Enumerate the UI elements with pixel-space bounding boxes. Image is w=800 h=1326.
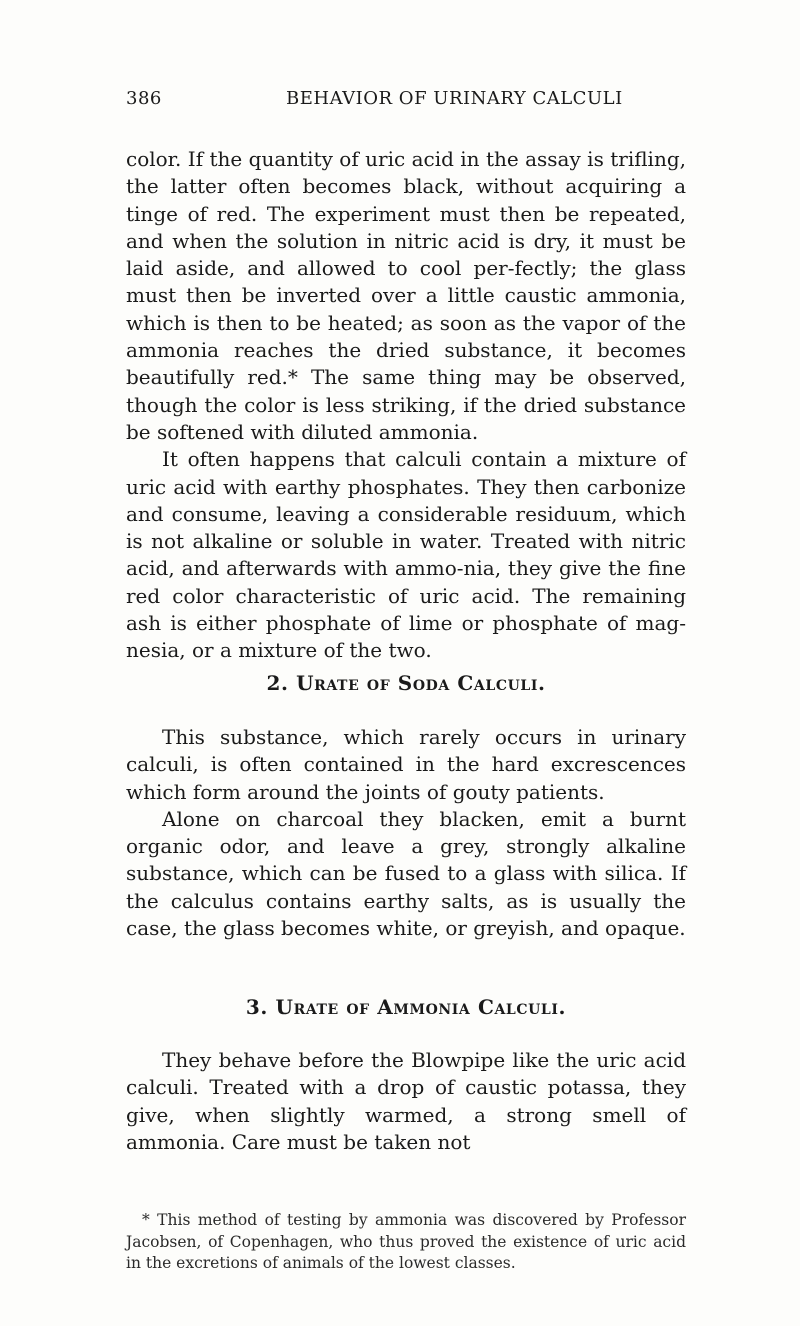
text-block-uric-acid bbox=[126, 146, 686, 665]
text-block-urate-of-ammonia bbox=[126, 1047, 686, 1156]
paragraph-charcoal-test: Alone on charcoal they blacken, emit a burnt organic odor, and leave a grey, strongly alkaline substance, which can be fused to a glass with silica. If the calculus contains earthy salts, as is usually the case, the glass becomes white, or greyish, and opaque. bbox=[126, 806, 686, 941]
paragraph-blowpipe-behavior: They behave before the Blowpipe like the uric acid calculi. Treated with a drop of caustic potassa, they give, when slightly warmed, a strong smell of ammonia. Care must be taken not bbox=[126, 1048, 686, 1154]
section-heading-urate-of-ammonia: 3. Urate of Ammonia Calculi. bbox=[245, 995, 567, 1019]
paragraph-earthy-phosphates: It often happens that calculi contain a mixture of uric acid with earthy phosphates. They then carbonize and consume, leaving a considerable residuum, which is not alkaline or soluble in water. Treated with nitric acid, and afterwards with ammo-nia, they give the fine red color characteristic of uric acid. The remaining ash is either phosphate of lime or phosphate of mag-nesia, or a mixture of the two. bbox=[126, 447, 686, 663]
text-block-urate-of-soda bbox=[126, 724, 686, 942]
page-number: 386 bbox=[126, 88, 162, 109]
paragraph-color-test: color. If the quantity of uric acid in the assay is trifling, the latter often becomes black, without acquiring a tinge of red. The experiment must then be repeated, and when the solution in nitric acid is dry, it must be laid aside, and allowed to cool per-fectly; the glass must then be inverted over a little caustic ammonia, which is then to be heated; as soon as the vapor of the ammonia reaches the dried substance, it becomes beautifully red.* The same thing may be observed, though the color is less striking, if the dried substance be softened with diluted ammonia. bbox=[126, 147, 686, 444]
footnote: * This method of testing by ammonia was discovered by Professor Jacobsen, of Copenhagen, who thus proved the existence of uric acid in the excretions of animals of the lowest classes. bbox=[126, 1211, 686, 1272]
paragraph-gouty-patients: This substance, which rarely occurs in urinary calculi, is often contained in the hard excrescences which form around the joints of gouty patients. bbox=[126, 725, 686, 804]
section-heading-urate-of-soda: 2. Urate of Soda Calculi. bbox=[266, 671, 546, 695]
running-head-title: BEHAVIOR OF URINARY CALCULI bbox=[286, 88, 623, 109]
running-head bbox=[126, 88, 686, 114]
